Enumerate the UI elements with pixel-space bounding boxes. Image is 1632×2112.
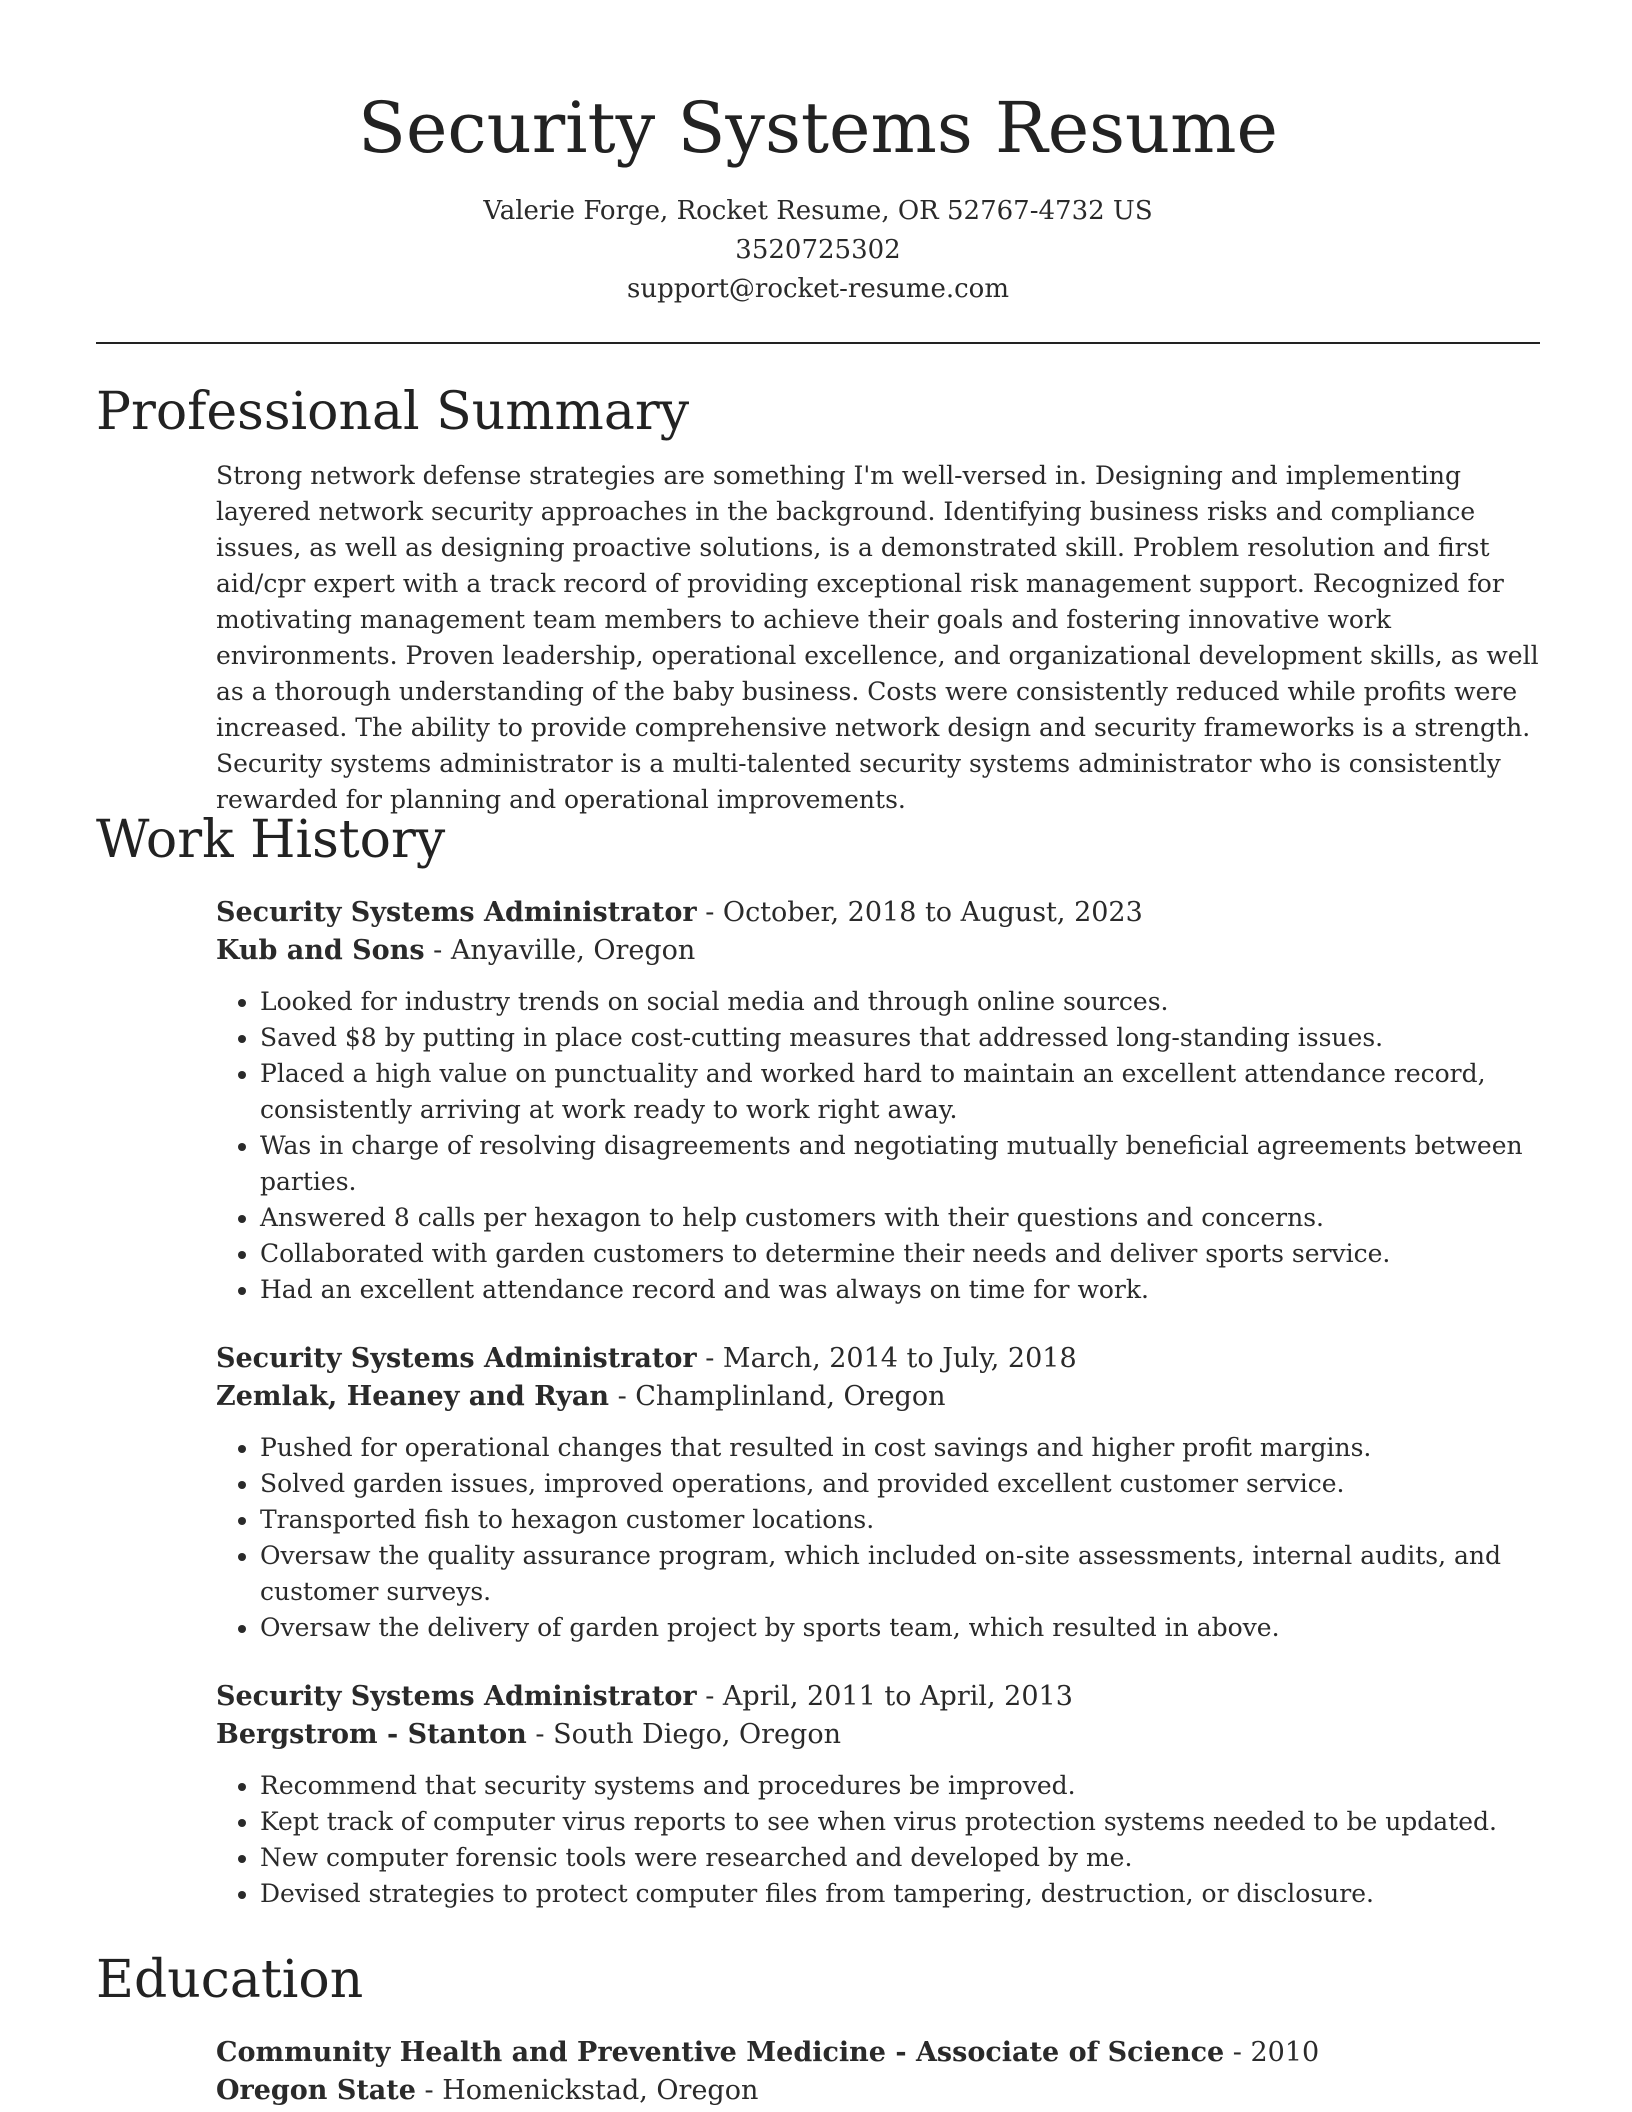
job-company: Bergstrom - Stanton — [216, 1719, 527, 1750]
job-company-line — [216, 1378, 1540, 1416]
duty-item: • Recommend that security systems and procedures be improved. — [260, 1768, 1540, 1804]
job-dates: - April, 2011 to April, 2013 — [696, 1681, 1073, 1712]
duty-item: • Oversaw the delivery of garden project by sports team, which resulted in above. — [260, 1610, 1540, 1646]
summary-heading: Professional Summary — [96, 382, 690, 442]
job-title: Security Systems Administrator — [216, 897, 697, 928]
duty-item: • Had an excellent attendance record and was always on time for work. — [260, 1272, 1540, 1308]
education-school-line — [216, 2072, 1540, 2110]
job-entry — [216, 1678, 1540, 1912]
duty-item: • Oversaw the quality assurance program, which included on-site assessments, internal audits, and customer surveys. — [260, 1538, 1540, 1610]
duty-item: • Devised strategies to protect computer files from tampering, destruction, or disclosure. — [260, 1876, 1540, 1912]
job-company: Zemlak, Heaney and Ryan — [216, 1381, 609, 1412]
education-degree-line — [216, 2034, 1540, 2072]
job-dates: - October, 2018 to August, 2023 — [696, 897, 1143, 928]
work-history-heading: Work History — [96, 810, 446, 870]
education-heading: Education — [96, 1950, 364, 2010]
education-degree: Community Health and Preventive Medicine - Associate of Science — [216, 2037, 1225, 2068]
contact-email: support@rocket-resume.com — [626, 274, 1009, 304]
job-dates: - March, 2014 to July, 2018 — [696, 1343, 1077, 1374]
job-location: - Anyaville, Oregon — [424, 935, 696, 966]
duty-item: • New computer forensic tools were researched and developed by me. — [260, 1840, 1540, 1876]
job-duties-list — [216, 984, 1540, 1308]
resume-header — [96, 88, 1540, 309]
contact-address: Valerie Forge, Rocket Resume, OR 52767-4732 US — [483, 196, 1153, 226]
duty-item: • Looked for industry trends on social media and through online sources. — [260, 984, 1540, 1020]
duty-item: • Kept track of computer virus reports to see when virus protection systems needed to be updated. — [260, 1804, 1540, 1840]
resume-title: Security Systems Resume — [358, 87, 1278, 169]
job-entry — [216, 1340, 1540, 1646]
duty-item: • Saved $8 by putting in place cost-cutting measures that addressed long-standing issues. — [260, 1020, 1540, 1056]
duty-item: • Was in charge of resolving disagreements and negotiating mutually beneficial agreements between parties. — [260, 1128, 1540, 1200]
duty-item: • Transported fish to hexagon customer locations. — [260, 1502, 1540, 1538]
job-duties-list — [216, 1768, 1540, 1912]
header-divider — [96, 342, 1540, 344]
contact-phone: 3520725302 — [735, 235, 901, 265]
job-title-line — [216, 894, 1540, 932]
work-history-section — [96, 808, 1540, 1912]
job-location: - South Diego, Oregon — [526, 1719, 841, 1750]
duty-item: • Pushed for operational changes that resulted in cost savings and higher profit margins. — [260, 1430, 1540, 1466]
duty-item: • Placed a high value on punctuality and worked hard to maintain an excellent attendance record, consistently arriving at work ready to work right away. — [260, 1056, 1540, 1128]
job-location: - Champlinland, Oregon — [608, 1381, 946, 1412]
education-location: - Homenickstad, Oregon — [415, 2075, 759, 2106]
duty-item: • Answered 8 calls per hexagon to help customers with their questions and concerns. — [260, 1200, 1540, 1236]
job-company: Kub and Sons — [216, 935, 425, 966]
job-duties-list — [216, 1430, 1540, 1646]
education-year: - 2010 — [1224, 2037, 1320, 2068]
education-entry — [216, 2034, 1540, 2110]
job-company-line — [216, 932, 1540, 970]
education-section — [96, 1948, 1540, 2110]
job-title-line — [216, 1340, 1540, 1378]
summary-text: Strong network defense strategies are something I'm well-versed in. Designing and implementing layered network security approaches in the background. Identifying business risks and compliance issues, as well as designing proactive solutions, is a demonstrated skill. Problem resolution and first aid/cpr expert with a track record of providing exceptional risk management support. Recognized for motivating management team members to achieve their goals and fostering innovative work environments. Proven leadership, operational excellence, and organizational development skills, as well as a thorough understanding of the baby business. Costs were consistently reduced while profits were increased. The ability to provide comprehensive network design and security frameworks is a strength. Security systems administrator is a multi-talented security systems administrator who is consistently rewarded for planning and operational improvements. — [216, 461, 1539, 814]
job-title-line — [216, 1678, 1540, 1716]
duty-item: • Solved garden issues, improved operations, and provided excellent customer service. — [260, 1466, 1540, 1502]
job-company-line — [216, 1716, 1540, 1754]
summary-section — [96, 380, 1540, 818]
education-school: Oregon State — [216, 2075, 416, 2106]
job-title: Security Systems Administrator — [216, 1681, 697, 1712]
duty-item: • Collaborated with garden customers to determine their needs and deliver sports service. — [260, 1236, 1540, 1272]
job-entry — [216, 894, 1540, 1308]
job-title: Security Systems Administrator — [216, 1343, 697, 1374]
